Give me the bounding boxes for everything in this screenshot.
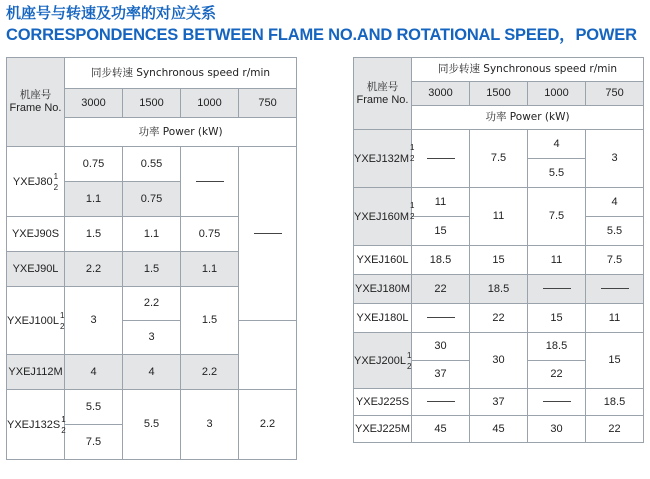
dash-mark [601,288,629,289]
cell: 22 [528,361,586,389]
frame-yxej160l: YXEJ160L [354,246,412,275]
cell: 45 [470,416,528,443]
cell: 3 [181,390,239,460]
cell: 0.75 [181,217,239,252]
frame-yxej225s: YXEJ225S [354,389,412,416]
cell-empty [239,321,297,390]
cell: 7.5 [586,246,644,275]
cell-empty [412,389,470,416]
cell: 30 [470,333,528,389]
speed-header: 同步转速 Synchronous speed r/min [412,58,644,82]
speed-header: 同步转速 Synchronous speed r/min [65,58,297,89]
cell: 5.5 [123,390,181,460]
frame-yxej132s: YXEJ132S 1 2 [7,390,65,460]
dash-mark [427,401,455,402]
cell: 11 [586,304,644,333]
dash-mark [196,181,224,182]
speed-3000: 3000 [412,82,470,106]
cell: 1.5 [181,287,239,355]
frame-yxej112m: YXEJ112M [7,355,65,390]
cell: 11 [528,246,586,275]
frame-yxej90s: YXEJ90S [7,217,65,252]
cell: 1.5 [123,252,181,287]
cell: 2.2 [181,355,239,390]
cell-empty [412,304,470,333]
dash-mark [254,233,282,234]
title-english: CORRESPONDENCES BETWEEN FLAME NO.AND ROTATIONAL SPEED，POWER [6,26,637,44]
cell: 2.2 [239,390,297,460]
cell: 30 [528,416,586,443]
speed-1000: 1000 [181,89,239,118]
frame-yxej80: YXEJ80 1 2 [7,147,65,217]
dash-mark [543,288,571,289]
speed-3000: 3000 [65,89,123,118]
cell: 11 [412,188,470,217]
frame-header-en: Frame No. [356,93,409,106]
cell: 2.2 [65,252,123,287]
frame-yxej225m: YXEJ225M [354,416,412,443]
cell: 3 [65,287,123,355]
cell: 15 [412,217,470,246]
frame-yxej90l: YXEJ90L [7,252,65,287]
dash-mark [543,401,571,402]
speed-1000: 1000 [528,82,586,106]
cell: 2.2 [123,287,181,321]
speed-1500: 1500 [470,82,528,106]
frame-yxej160m: YXEJ160M 1 2 [354,188,412,246]
cell: 1.1 [65,182,123,217]
cell: 15 [586,333,644,389]
dash-mark [427,158,455,159]
cell: 15 [528,304,586,333]
cell-empty [239,147,297,321]
cell: 37 [412,361,470,389]
cell: 18.5 [586,389,644,416]
cell: 7.5 [528,188,586,246]
cell: 4 [123,355,181,390]
cell: 0.75 [65,147,123,182]
frame-header-cell [354,58,412,130]
cell: 18.5 [470,275,528,304]
cell: 37 [470,389,528,416]
cell: 45 [412,416,470,443]
cell: 4 [528,130,586,159]
cell: 5.5 [528,159,586,188]
right-table [353,57,644,443]
frame-yxej100l: YXEJ100L 1 2 [7,287,65,355]
cell-empty [412,130,470,188]
cell: 18.5 [528,333,586,361]
cell: 5.5 [65,390,123,425]
cell: 1.5 [65,217,123,252]
frame-header-cn: 机座号 [19,89,52,101]
frame-yxej132m: YXEJ132M 1 2 [354,130,412,188]
speed-750: 750 [586,82,644,106]
cell: 11 [470,188,528,246]
frame-header-cell [7,58,65,147]
cell: 1.1 [181,252,239,287]
speed-750: 750 [239,89,297,118]
cell: 0.75 [123,182,181,217]
cell-empty [528,389,586,416]
frame-header-en: Frame No. [9,102,62,114]
cell: 22 [470,304,528,333]
power-header: 功率 Power (kW) [65,118,297,147]
dash-mark [427,317,455,318]
cell: 3 [123,321,181,355]
cell-empty [528,275,586,304]
left-table [6,57,297,460]
title-chinese: 机座号与转速及功率的对应关系 [6,4,217,22]
cell: 1.1 [123,217,181,252]
cell: 3 [586,130,644,188]
speed-1500: 1500 [123,89,181,118]
cell: 30 [412,333,470,361]
cell: 7.5 [65,425,123,460]
cell-empty [586,275,644,304]
cell: 0.55 [123,147,181,182]
power-header: 功率 Power (kW) [412,106,644,130]
cell: 15 [470,246,528,275]
cell: 4 [586,188,644,217]
cell: 22 [586,416,644,443]
cell: 7.5 [470,130,528,188]
frame-yxej180m: YXEJ180M [354,275,412,304]
cell: 4 [65,355,123,390]
frame-yxej180l: YXEJ180L [354,304,412,333]
cell: 18.5 [412,246,470,275]
cell-empty [181,147,239,217]
frame-header-cn: 机座号 [366,80,399,93]
cell: 22 [412,275,470,304]
frame-yxej200l: YXEJ200L 1 2 [354,333,412,389]
cell: 5.5 [586,217,644,246]
